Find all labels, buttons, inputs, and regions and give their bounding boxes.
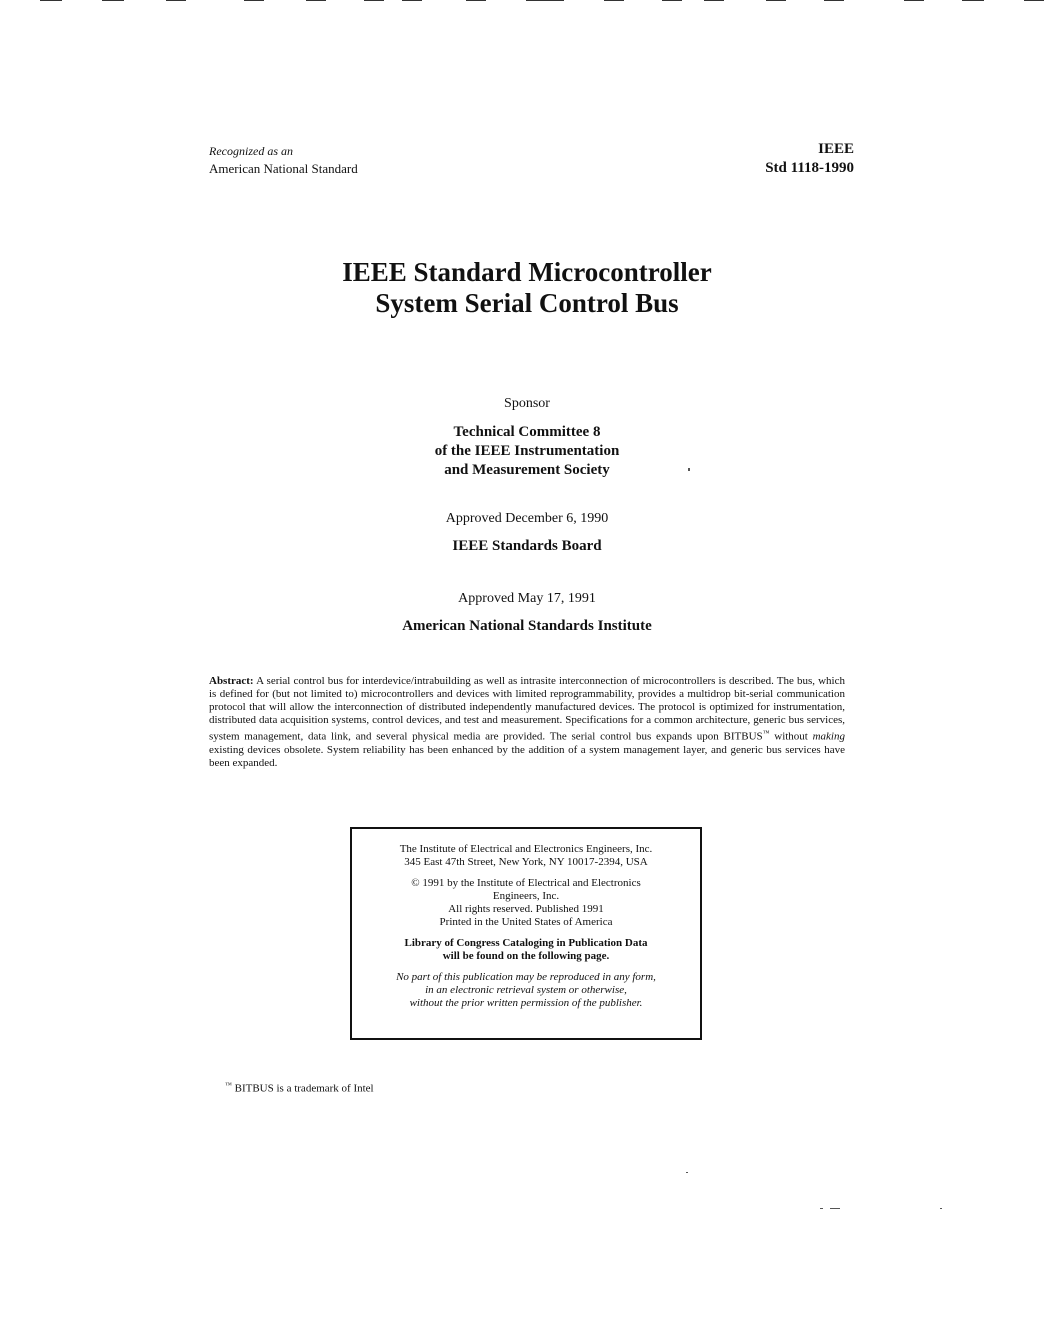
recognition-note — [209, 143, 358, 177]
committee-line-2: of the IEEE Instrumentation — [434, 443, 620, 459]
scan-dash — [766, 0, 786, 1]
scan-speck — [688, 468, 690, 471]
abstract-text-b: without — [769, 730, 813, 743]
scan-dash — [526, 0, 564, 1]
scan-dash — [662, 0, 682, 1]
scan-dash — [364, 0, 384, 1]
scan-speck — [686, 1172, 688, 1173]
publisher-address-1: The Institute of Electrical and Electronics Engineers, Inc. — [399, 843, 653, 855]
scan-speck — [820, 1208, 823, 1209]
standard-number: Std 1118-1990 — [765, 160, 854, 176]
committee-line-1: Technical Committee 8 — [453, 424, 601, 440]
rights-line: All rights reserved. Published 1991 — [448, 903, 604, 915]
scan-dash — [166, 0, 186, 1]
notice-line-2: in an electronic retrieval system or otherwise, — [425, 984, 627, 996]
title-line-2: System Serial Control Bus — [375, 288, 679, 318]
recognized-org: American National Standard — [209, 161, 358, 176]
approval-date-ansi: Approved May 17, 1991 — [458, 591, 596, 606]
scan-dash — [962, 0, 984, 1]
copyright-line-1: © 1991 by the Institute of Electrical and Electronics — [411, 877, 641, 889]
scan-dash — [824, 0, 844, 1]
scan-dash — [604, 0, 624, 1]
scan-dash — [40, 0, 62, 1]
sponsor-committee — [200, 423, 854, 480]
scan-dash — [402, 0, 422, 1]
abstract-label: Abstract: — [209, 675, 254, 687]
document-title — [200, 257, 854, 319]
publisher-address-2: 345 East 47th Street, New York, NY 10017-2394, USA — [404, 856, 648, 868]
recognized-label: Recognized as an — [209, 144, 293, 158]
scan-speck — [940, 1208, 942, 1209]
approval-body-ieee: IEEE Standards Board — [452, 538, 602, 554]
abstract-text-italic: making — [812, 730, 845, 743]
abstract-text-a: A serial control bus for interdevice/intrabuilding as well as intrasite interconnection of microcontrollers is described. The bus, which is defined for (but not limited to) microcontrollers and devices with limited reprogrammability, provides a multidrop bit-serial communication protocol that will allow the interconnection of distributed independently manufactured devices. The protocol is optimized for instrumentation, distributed data acquisition systems, control devices, and test and measurement. Specifications for a common architecture, generic bus services, system management, data link, and several physical media are provided. The serial control bus expands upon BITBUS — [209, 675, 845, 743]
trademark-symbol: ™ — [762, 729, 770, 737]
scan-dash — [466, 0, 486, 1]
scan-dash — [244, 0, 264, 1]
committee-line-3: and Measurement Society — [444, 462, 610, 478]
library-line-1: Library of Congress Cataloging in Publication Data — [404, 937, 648, 949]
abstract-text-c: existing devices obsolete. System reliability has been enhanced by the addition of a system management layer, and generic bus services have been expanded. — [209, 743, 845, 769]
scan-dash — [306, 0, 326, 1]
standard-id — [720, 140, 854, 178]
scan-dash — [704, 0, 724, 1]
footnote-text: BITBUS is a trademark of Intel — [234, 1082, 374, 1095]
scan-dash — [904, 0, 924, 1]
printed-line: Printed in the United States of America — [439, 916, 613, 928]
footnote-tm-symbol: ™ — [225, 1081, 232, 1089]
sponsor-label: Sponsor — [504, 396, 550, 411]
copyright-line-2: Engineers, Inc. — [492, 890, 560, 902]
abstract — [209, 675, 845, 770]
scan-dash — [102, 0, 124, 1]
scan-dash — [1024, 0, 1044, 1]
library-line-2: will be found on the following page. — [442, 950, 610, 962]
trademark-footnote — [225, 1081, 374, 1095]
scan-speck — [830, 1208, 840, 1209]
title-line-1: IEEE Standard Microcontroller — [342, 257, 712, 287]
notice-line-3: without the prior written permission of the publisher. — [409, 997, 643, 1009]
standard-org: IEEE — [818, 141, 854, 157]
publisher-box — [350, 827, 702, 1040]
approval-date-ieee: Approved December 6, 1990 — [445, 511, 609, 526]
approval-body-ansi: American National Standards Institute — [402, 618, 652, 634]
notice-line-1: No part of this publication may be reproduced in any form, — [396, 971, 656, 983]
